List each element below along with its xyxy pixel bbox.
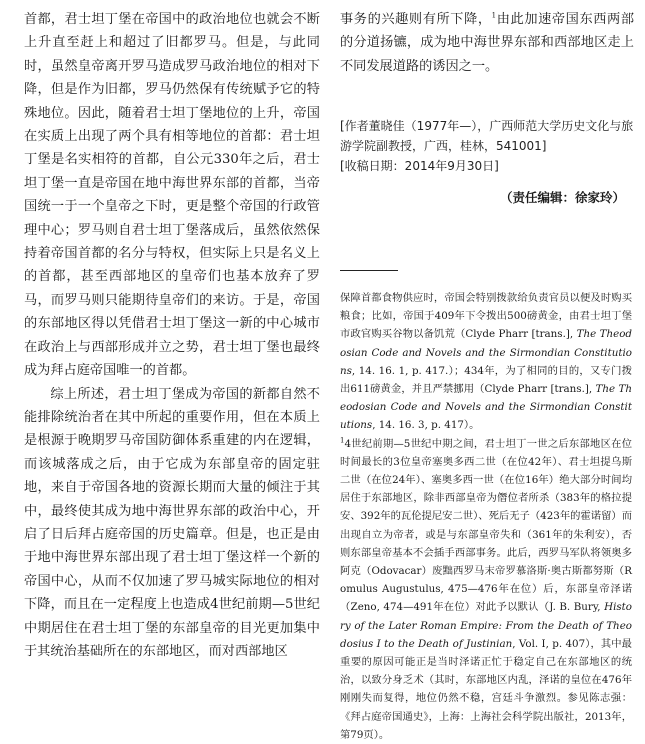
footnote-ref-1[interactable]: 1 (491, 11, 497, 20)
responsible-editor: （责任编辑：徐家玲） (499, 190, 625, 205)
footnote-continued (340, 289, 632, 435)
footnote-1 (340, 435, 632, 744)
footnote-1-title: History of the Later Roman Empire: From the Death of Theodosius I to the Death of Justinian (340, 601, 632, 650)
paragraph-3-text-a: 事务的兴趣则有所下降， (340, 12, 492, 27)
footnote-divider (340, 270, 398, 271)
footnote-1-text: 4世纪前期—5世纪中期之间，君士坦丁一世之后东部地区在位时间最长的3位皇帝塞奥多西二世（在位42年）、君士坦提乌斯二世（在位24年）、塞奥多西一世（在位16年）绝大部分时间均居住于东部地区，除非西部皇帝为僭位者所杀（383年的格拉提安、392年的瓦伦提尼安二世）、死后无子（423年的霍诺留）而出现自立为帝者，或是与东部皇帝失和（361年的朱利安），否则东部皇帝基本不会插手西部事务。此后，西罗马军队将领奥多阿克（Odovacar）废黜西罗马末帝罗慕洛斯·奥古斯都努斯（Romulus Augustulus, 475—476年在位）后，东部皇帝泽诺（Zeno, 474—491年在位）对此予以默认（J. B. Bury, (340, 437, 632, 614)
body-paragraph-2: 综上所述，君士坦丁堡成为帝国的新都自然不能排除统治者在其中所起的重要作用，但在本质上是根源于晚期罗马帝国防御体系重建的内在逻辑，而该城落成之后，由于它成为东部皇帝的固定驻地，来自于帝国各地的资源长期而大量的倾注于其中，最终使其成为地中海世界东部的政治中心，开启了日后拜占庭帝国的历史篇章。但是，也正是由于地中海世界东部出现了君士坦丁堡这样一个新的帝国中心，从而不仅加速了罗马城实际地位的相对下降，而且在一定程度上也造成4世纪前期—5世纪中期居住在君士坦丁堡的东部皇帝的目光更加集中于其统治基础所在的东部地区，而对西部地区 (24, 386, 320, 659)
footnote-cont-title-b: The Theodosian Code and Novels and the Sirmondian Constitutions (340, 383, 632, 432)
main-text-left-column (24, 8, 320, 663)
footnote-1-ref: , Vol. I, p. 407），其中最重要的原因可能正是当时泽诺正忙于稳定自己在东部地区的统治，以致分身乏术（其时，东部地区内乱，泽诺的皇位在476年刚刚失而复得，地位仍然不稳，宫廷斗争激烈。参见陈志强：《拜占庭帝国通史》，上海：上海社会科学院出版社，2013年，第79页）。 (340, 637, 632, 741)
body-paragraph-1: 首都，君士坦丁堡在帝国中的政治地位也就会不断上升直至赶上和超过了旧都罗马。但是，与此同时，虽然皇帝离开罗马造成罗马政治地位的相对下降，但是作为旧都，罗马仍然保有传统赋予它的特殊地位。因此，随着君士坦丁堡地位的上升，帝国在实质上出现了两个具有相等地位的首都：君士坦丁堡是名实相符的首都，自公元330年之后，君士坦丁堡一直是帝国在地中海世界东部的首都，当帝国统一于一个皇帝之下时，更是整个帝国的行政管理中心；罗马则自君士坦丁堡落成后，虽然依然保持着帝国首都的名分与特权，但实际上只是名义上的首都，甚至西部地区的皇帝们也基本放弃了罗马，而罗马则只能期待皇帝们的来访。于是，帝国的东部地区得以凭借君士坦丁堡这一新的中心城市在政治上与西部形成并立之势，君士坦丁堡也最终成为拜占庭帝国唯一的首都。 (24, 12, 320, 379)
footnote-cont-text-a: 保障首都食物供应时，帝国会特别拨款给负责官员以便及时购买粮食；比如，帝国于409年下令拨出500磅黄金，由君士坦丁堡市政官购买谷物以备饥荒（Clyde Pharr [trans.], (340, 292, 632, 341)
author-info (340, 116, 634, 176)
body-paragraph-3 (340, 8, 634, 78)
footnote-cont-ref-a: , 14. 16. 1, p. 417.）；434年，为了相同的目的，又专门拨出611磅黄金，并且严禁挪用（Clyde Pharr [trans.], (340, 364, 632, 396)
footnote-cont-title-a: The Theodosian Code and Novels and the Sirmondian Constitutions (340, 328, 632, 377)
footnote-cont-ref-b: , 14. 16. 3, p. 417）。 (372, 419, 480, 432)
main-text-right-column (340, 8, 634, 78)
received-date: [收稿日期：2014年9月30日] (340, 159, 499, 173)
footnotes (340, 289, 632, 744)
paragraph-3-text-b: 由此加速帝国东西两部的分道扬镳，成为地中海世界东部和西部地区走上不同发展道路的诱因之一。 (340, 12, 635, 74)
author-line: [作者董晓佳（1977年—），广西师范大学历史文化与旅游学院副教授，广西，桂林，541001] (340, 119, 634, 153)
footnote-1-mark: 1 (340, 436, 345, 445)
